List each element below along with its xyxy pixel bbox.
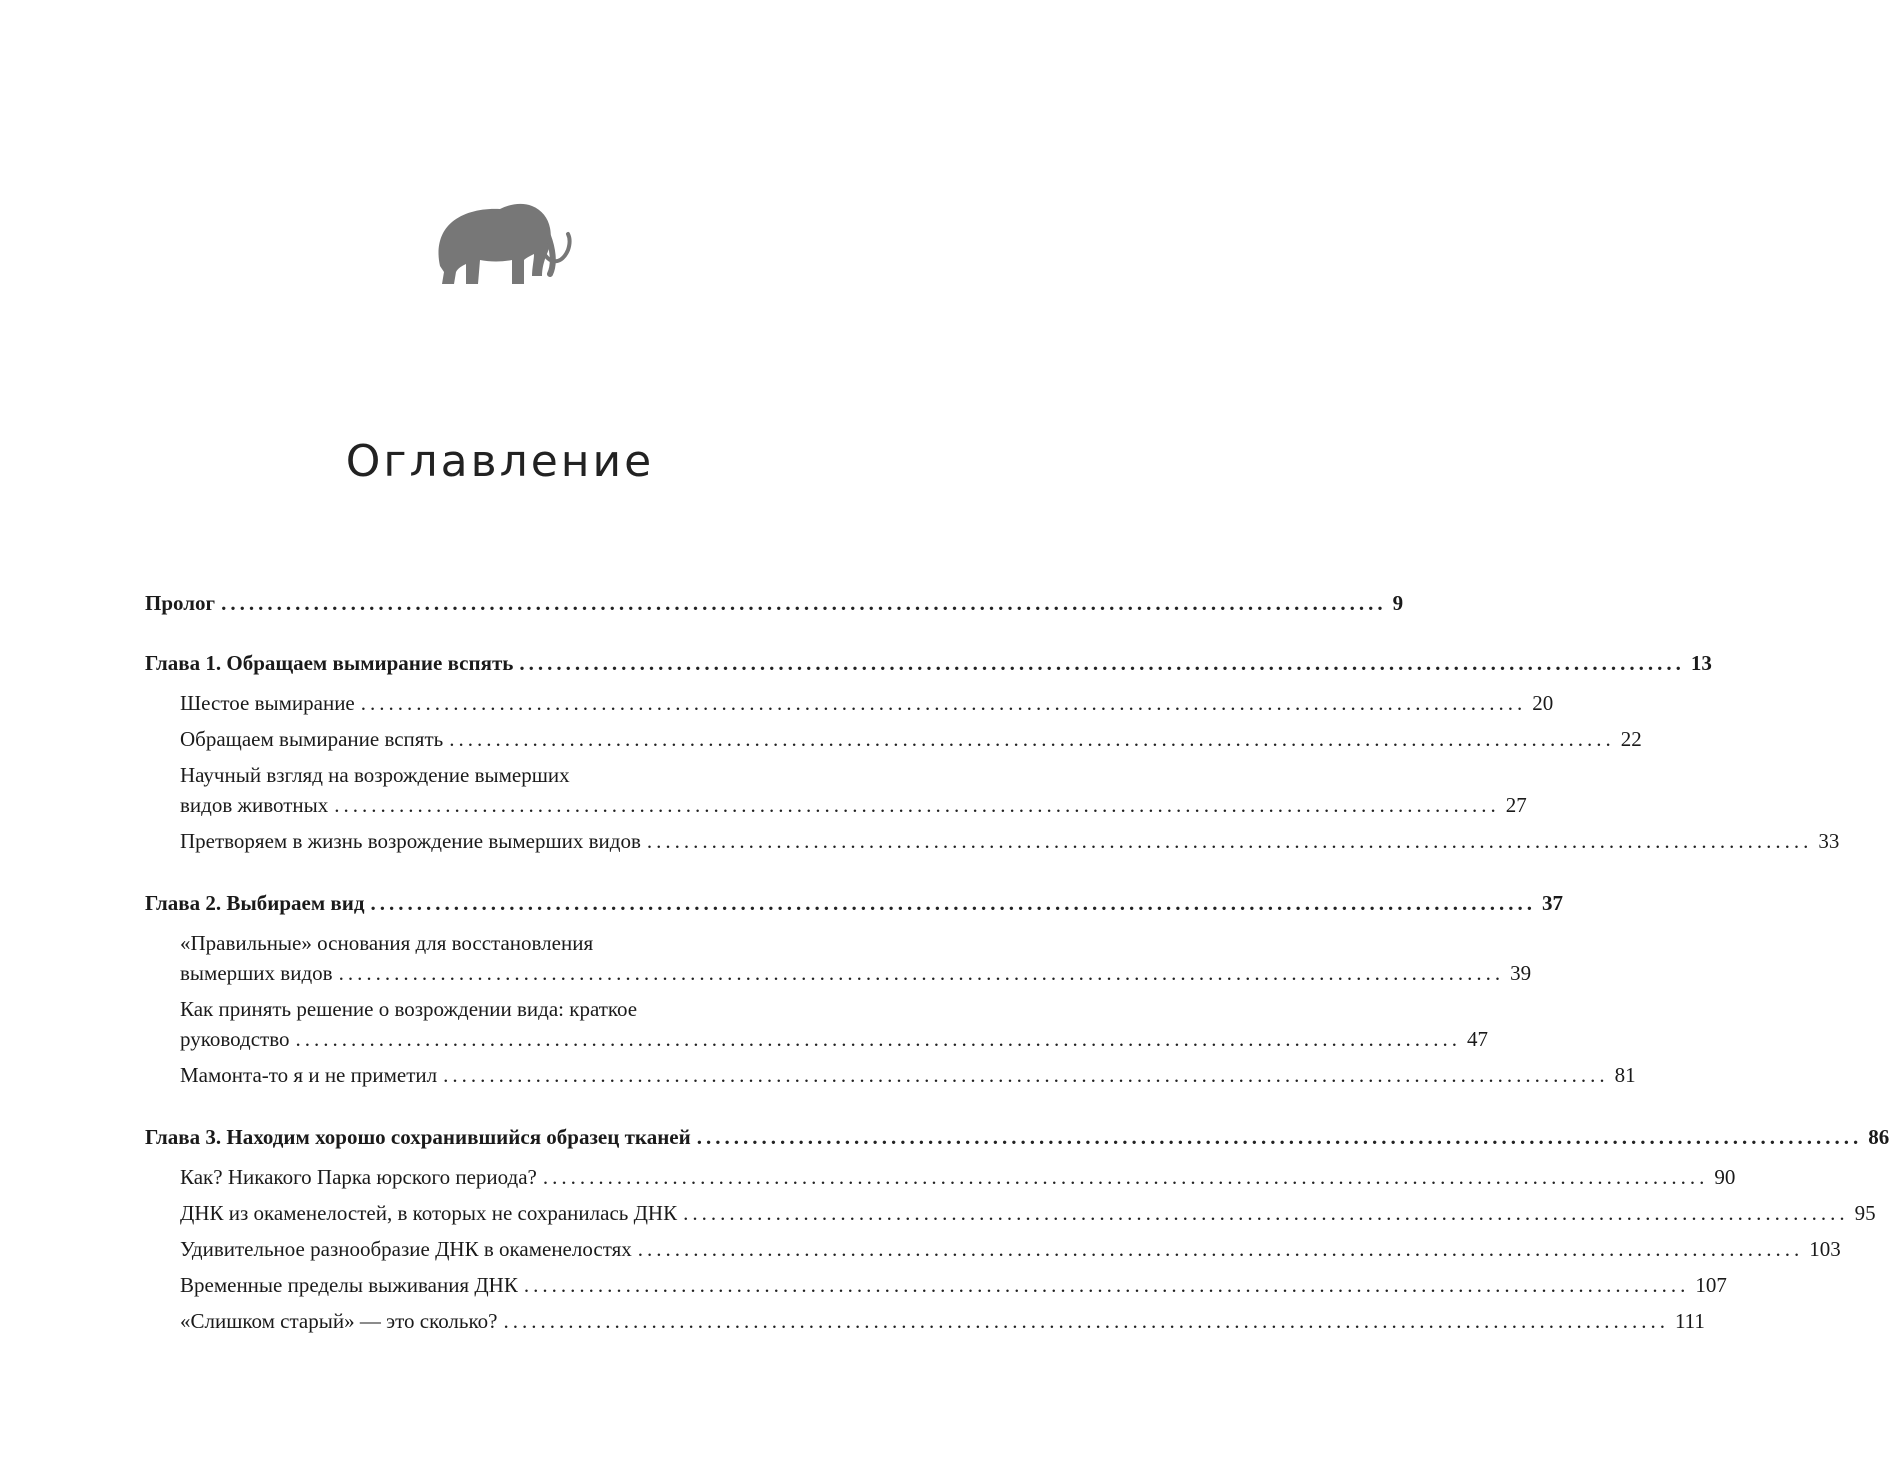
dot-leader: .............................................................................................................................. xyxy=(519,651,1685,675)
dot-leader: .............................................................................................................................. xyxy=(295,1027,1461,1051)
page-title: Оглавление xyxy=(345,436,655,487)
dot-leader: .............................................................................................................................. xyxy=(637,1237,1804,1261)
entry-title: Обращаем вымирание вспять xyxy=(180,727,444,751)
toc-entry-chapter-1[interactable] xyxy=(145,648,1712,678)
toc-entry-section[interactable] xyxy=(180,1162,1736,1192)
entry-title: руководство xyxy=(180,1027,290,1051)
dot-leader: .............................................................................................................................. xyxy=(523,1273,1690,1297)
entry-title: Пролог xyxy=(145,591,216,615)
dot-leader: .............................................................................................................................. xyxy=(338,961,1505,985)
toc-entry-chapter-3[interactable] xyxy=(145,1122,1889,1152)
page-number: 47 xyxy=(1466,1027,1488,1051)
page-number: 107 xyxy=(1695,1273,1727,1297)
dot-leader: .............................................................................................................................. xyxy=(449,727,1615,751)
entry-title: Как? Никакого Парка юрского периода? xyxy=(180,1165,537,1189)
entry-title: ДНК из окаменелостей, в которых не сохранилась ДНК xyxy=(180,1201,678,1225)
entry-title: Шестое вымирание xyxy=(180,691,355,715)
page-number: 95 xyxy=(1854,1201,1876,1225)
page-number: 103 xyxy=(1809,1237,1841,1261)
toc-entry-section[interactable] xyxy=(180,790,1527,820)
page-number: 27 xyxy=(1505,793,1527,817)
page-number: 81 xyxy=(1614,1063,1636,1087)
dot-leader: .............................................................................................................................. xyxy=(503,1309,1669,1333)
toc-entry-section[interactable] xyxy=(180,724,1642,754)
entry-title: вымерших видов xyxy=(180,961,333,985)
toc-entry-section[interactable] xyxy=(180,1306,1705,1336)
dot-leader: .............................................................................................................................. xyxy=(683,1201,1849,1225)
dot-leader: .............................................................................................................................. xyxy=(370,891,1536,915)
dot-leader: .............................................................................................................................. xyxy=(542,1165,1709,1189)
entry-title: Удивительное разнообразие ДНК в окаменелостях xyxy=(180,1237,632,1261)
page-number: 37 xyxy=(1542,891,1563,915)
dot-leader: .............................................................................................................................. xyxy=(646,829,1813,853)
entry-title-line: «Правильные» основания для восстановления xyxy=(180,931,594,955)
table-of-contents xyxy=(145,588,1889,1336)
page-number: 111 xyxy=(1674,1309,1705,1333)
entry-title: «Слишком старый» — это сколько? xyxy=(180,1309,498,1333)
mammoth-icon xyxy=(430,196,575,288)
entry-title-line: Научный взгляд на возрождение вымерших xyxy=(180,763,570,787)
page-number: 90 xyxy=(1714,1165,1736,1189)
toc-entry-section[interactable] xyxy=(180,1234,1841,1264)
page-number: 39 xyxy=(1510,961,1532,985)
page-number: 20 xyxy=(1532,691,1554,715)
dot-leader: .............................................................................................................................. xyxy=(334,793,1500,817)
toc-entry-section[interactable] xyxy=(180,1270,1727,1300)
dot-leader: .............................................................................................................................. xyxy=(696,1125,1863,1149)
page-number: 13 xyxy=(1690,651,1712,675)
toc-entry-chapter-2[interactable] xyxy=(145,888,1563,918)
entry-title: Глава 2. Выбираем вид xyxy=(145,891,365,915)
dot-leader: .............................................................................................................................. xyxy=(443,1063,1609,1087)
toc-entry-section[interactable] xyxy=(180,1198,1876,1228)
entry-title: Временные пределы выживания ДНК xyxy=(180,1273,518,1297)
toc-entry-section[interactable] xyxy=(180,688,1554,718)
toc-entry-section[interactable] xyxy=(180,1024,1488,1054)
toc-entry-prolog[interactable] xyxy=(145,588,1404,618)
entry-title: Мамонта-то я и не приметил xyxy=(180,1063,438,1087)
entry-title: видов животных xyxy=(180,793,329,817)
toc-entry-section[interactable] xyxy=(180,958,1532,988)
page-number: 22 xyxy=(1620,727,1642,751)
dot-leader: .............................................................................................................................. xyxy=(221,591,1387,615)
entry-title: Претворяем в жизнь возрождение вымерших видов xyxy=(180,829,641,853)
entry-title-line: Как принять решение о возрождении вида: краткое xyxy=(180,997,638,1021)
page-number: 9 xyxy=(1392,591,1404,615)
entry-title: Глава 3. Находим хорошо сохранившийся образец тканей xyxy=(145,1125,691,1149)
page-number: 86 xyxy=(1868,1125,1889,1149)
toc-entry-section[interactable] xyxy=(180,1060,1636,1090)
page-number: 33 xyxy=(1818,829,1840,853)
toc-entry-section[interactable] xyxy=(180,826,1840,856)
entry-title: Глава 1. Обращаем вымирание вспять xyxy=(145,651,514,675)
dot-leader: .............................................................................................................................. xyxy=(360,691,1527,715)
